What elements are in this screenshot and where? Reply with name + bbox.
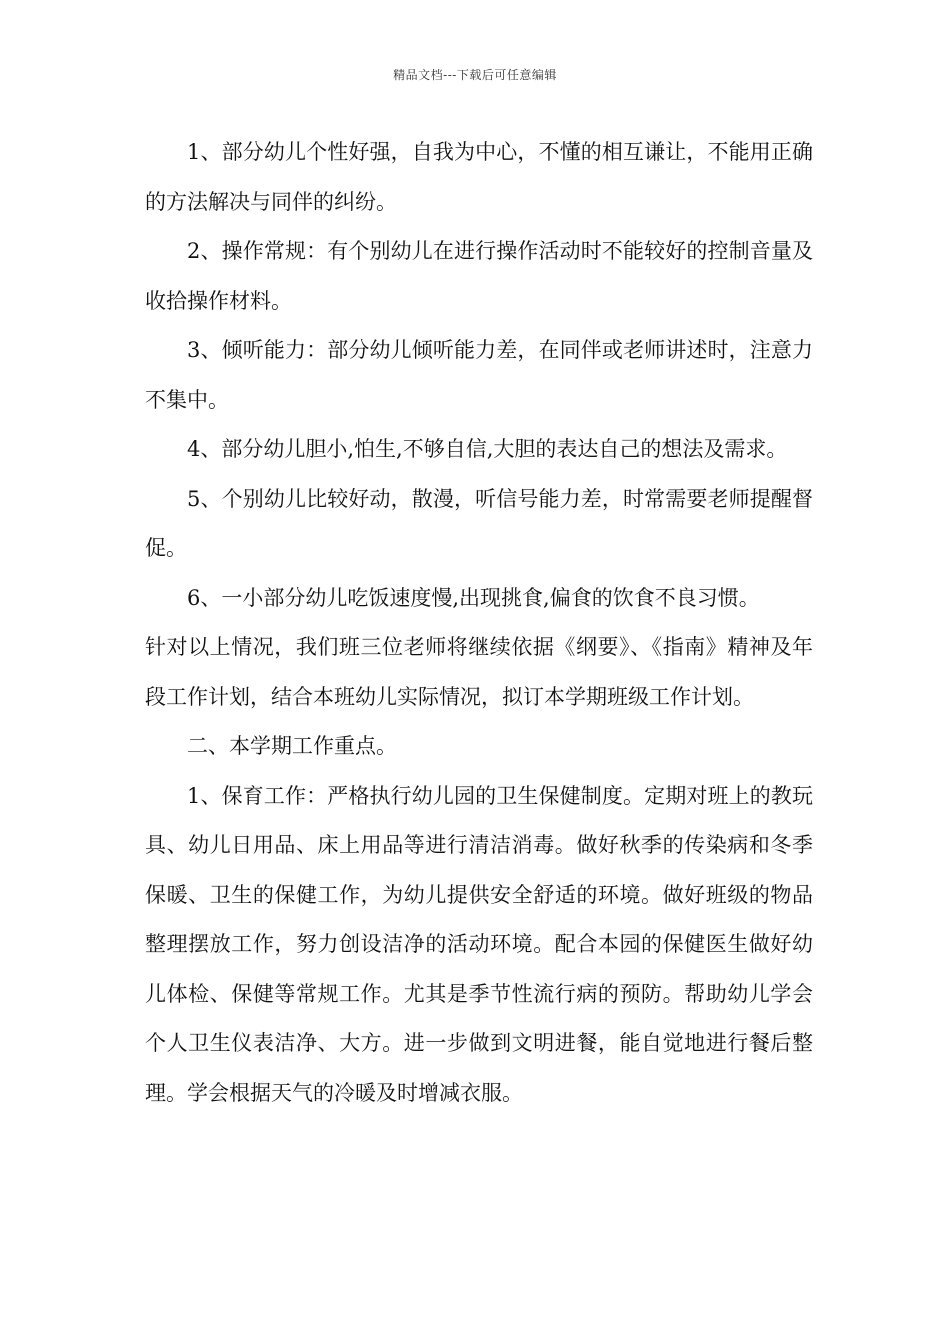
paragraph-2: 2、操作常规：有个别幼儿在进行操作活动时不能较好的控制音量及收拾操作材料。 (145, 239, 813, 313)
paragraph-4: 4、部分幼儿胆小,怕生,不够自信,大胆的表达自己的想法及需求。 (187, 437, 788, 461)
paragraph-5: 5、个别幼儿比较好动，散漫，听信号能力差，时常需要老师提醒督促。 (145, 486, 813, 560)
paragraph-summary: 针对以上情况，我们班三位老师将继续依据《纲要》、《指南》精神及年段工作计划，结合本班幼儿实际情况，拟订本学期班级工作计划。 (145, 635, 813, 709)
paragraph-1: 1、部分幼儿个性好强，自我为中心，不懂的相互谦让，不能用正确的方法解决与同伴的纠纷。 (145, 140, 813, 214)
section-heading: 二、本学期工作重点。 (187, 734, 397, 758)
paragraph-care-work: 1、保育工作：严格执行幼儿园的卫生保健制度。定期对班上的教玩具、幼儿日用品、床上用品等进行清洁消毒。做好秋季的传染病和冬季保暖、卫生的保健工作，为幼儿提供安全舒适的环境。做好班级的物品整理摆放工作，努力创设洁净的活动环境。配合本园的保健医生做好幼儿体检、保健等常规工作。尤其是季节性流行病的预防。帮助幼儿学会个人卫生仪表洁净、大方。进一步做到文明进餐，能自觉地进行餐后整理。学会根据天气的冷暖及时增减衣服。 (145, 783, 813, 1105)
paragraph-3: 3、倾听能力：部分幼儿倾听能力差，在同伴或老师讲述时，注意力不集中。 (145, 338, 813, 412)
document-body (145, 128, 813, 1118)
page-header: 精品文档---下载后可任意编辑 (393, 68, 557, 82)
paragraph-6: 6、一小部分幼儿吃饭速度慢,出现挑食,偏食的饮食不良习惯。 (187, 585, 760, 610)
